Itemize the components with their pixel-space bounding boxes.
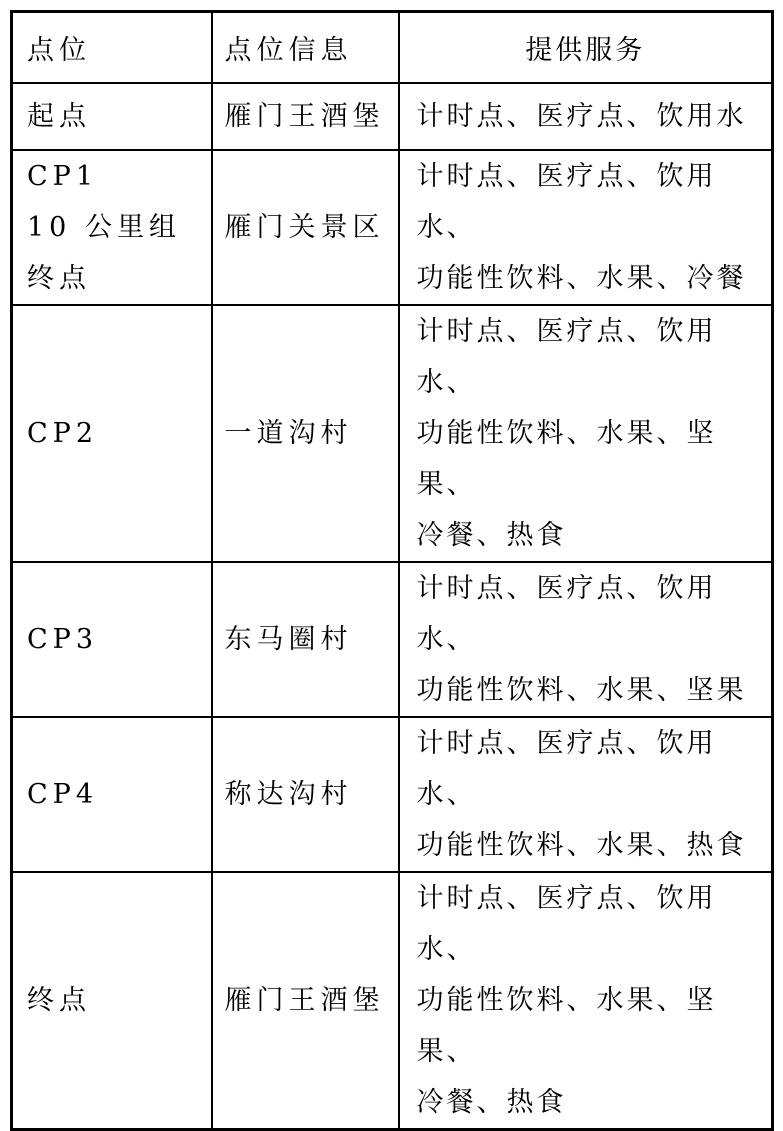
point-cell [12,150,212,305]
point-cell [12,872,212,1130]
table-row-cp2 [12,305,773,562]
point-label: CP2 [27,417,99,449]
services-line: 功能性饮料、水果、热食 [416,829,747,861]
point-info-label: 一道沟村 [224,417,353,449]
table-row-cp3 [12,562,773,717]
services-line: 冷餐、热食 [416,519,567,551]
services-cell [399,872,773,1130]
point-cell [12,83,212,150]
point-label: 起点 [27,100,91,132]
point-info-cell [212,83,399,150]
point-label: 终点 [27,984,91,1016]
services-line: 冷餐、热食 [416,1086,567,1118]
point-label: CP4 [27,778,99,810]
point-info-cell [212,150,399,305]
point-sublabel: 10 公里组终点 [27,211,181,294]
point-info-label: 雁门王酒堡 [224,984,385,1016]
point-info-cell [212,717,399,872]
services-line: 功能性饮料、水果、坚果、 [416,417,717,500]
services-line: 计时点、医疗点、饮用水、 [416,727,717,810]
point-cell [12,305,212,562]
point-info-label: 雁门关景区 [224,211,385,243]
point-cell [12,717,212,872]
point-label: CP3 [27,623,99,655]
services-line: 计时点、医疗点、饮用水、 [416,882,717,965]
services-line: 计时点、医疗点、饮用水、 [416,572,717,655]
table-row-start [12,83,773,150]
point-info-label: 称达沟村 [224,778,353,810]
services-cell [399,305,773,562]
column-header-point: 点位 [12,12,212,83]
point-label: CP1 [27,160,99,192]
services-line: 功能性饮料、水果、坚果、 [416,984,717,1067]
services-line: 功能性饮料、水果、冷餐 [416,262,747,294]
point-info-cell [212,872,399,1130]
services-line: 计时点、医疗点、饮用水、 [416,315,717,398]
column-header-services: 提供服务 [399,12,773,83]
services-line: 功能性饮料、水果、坚果 [416,674,747,706]
column-header-point-info: 点位信息 [212,12,399,83]
table-row-cp1 [12,150,773,305]
point-info-cell [212,562,399,717]
scanned-document-page [10,10,774,1131]
services-cell [399,150,773,305]
services-cell [399,562,773,717]
point-info-label: 东马圈村 [224,623,353,655]
point-cell [12,562,212,717]
services-cell [399,83,773,150]
checkpoint-service-table [10,10,774,1131]
table-row-finish [12,872,773,1130]
point-info-label: 雁门王酒堡 [224,100,385,132]
table-row-cp4 [12,717,773,872]
header-row [12,12,773,83]
point-info-cell [212,305,399,562]
services-cell [399,717,773,872]
services-line: 计时点、医疗点、饮用水、 [416,160,717,243]
services-line: 计时点、医疗点、饮用水 [416,100,747,132]
